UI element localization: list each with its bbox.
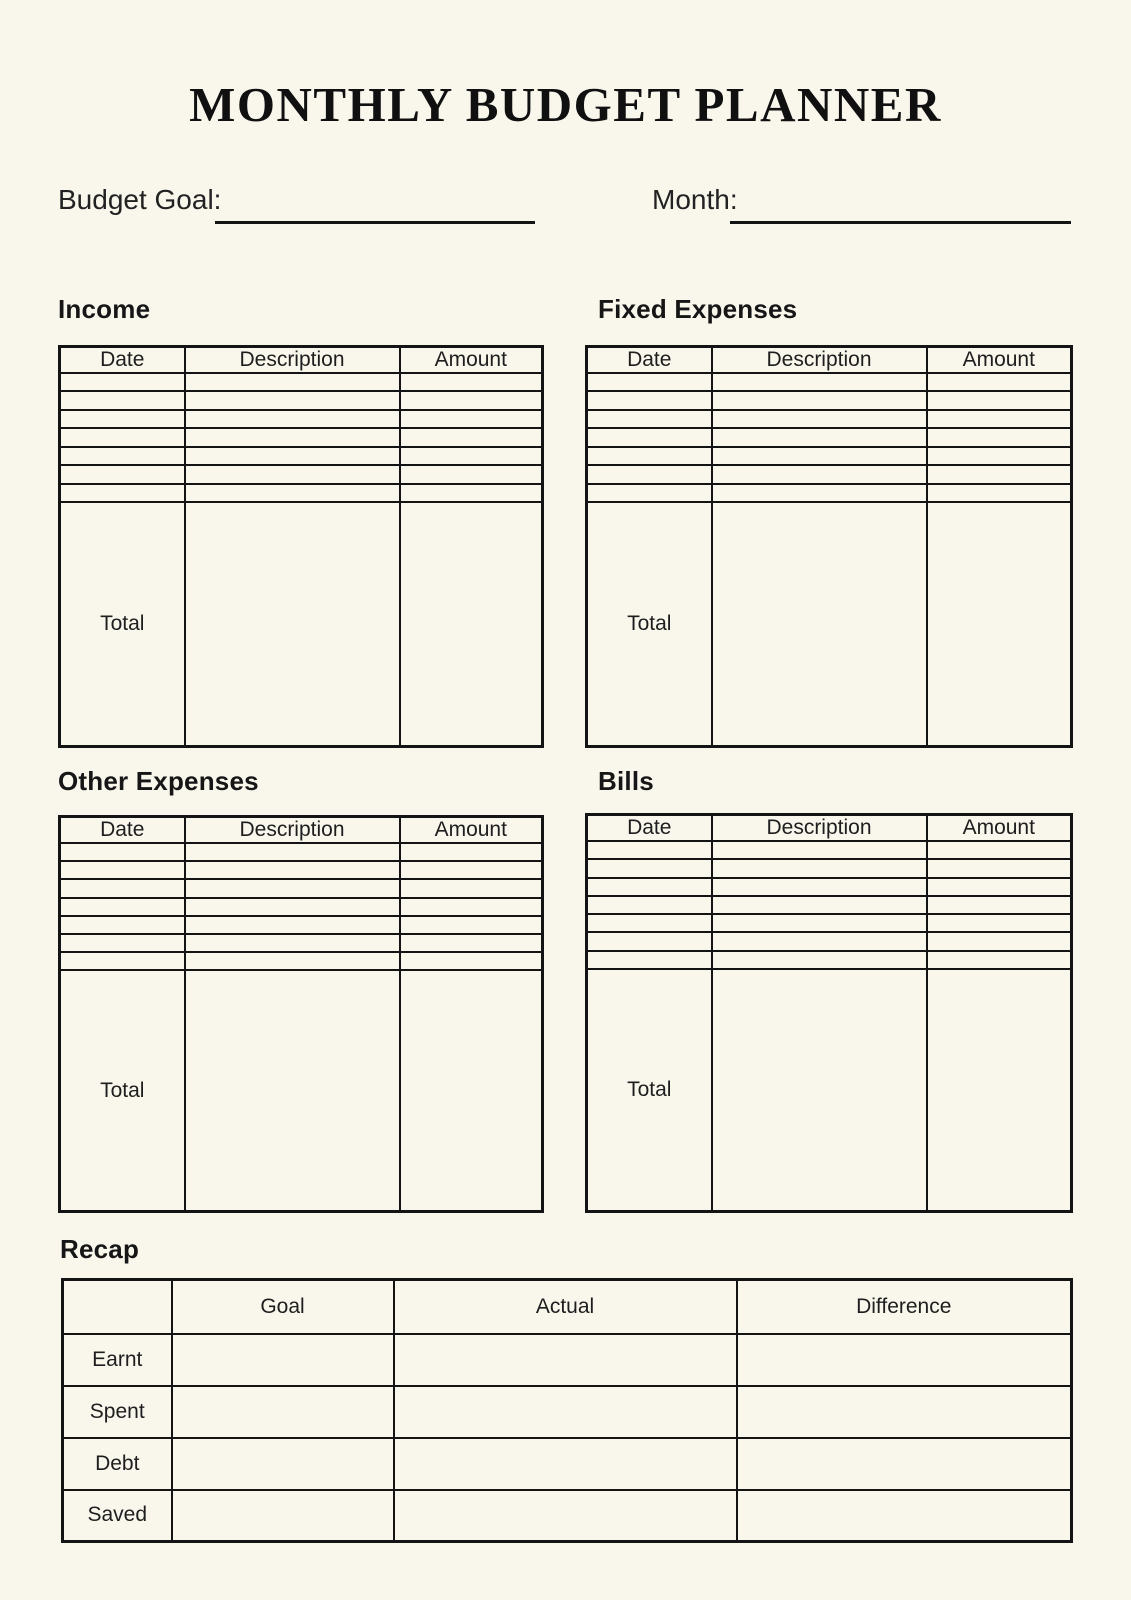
blank-cell[interactable] <box>927 391 1072 409</box>
recap-row-label: Debt <box>63 1438 172 1490</box>
blank-cell[interactable] <box>927 914 1072 932</box>
blank-cell[interactable] <box>712 932 927 950</box>
blank-cell[interactable] <box>927 373 1072 391</box>
blank-cell[interactable] <box>400 484 543 502</box>
section-title-fixed-expenses: Fixed Expenses <box>598 294 798 324</box>
blank-cell[interactable] <box>927 932 1072 950</box>
blank-cell[interactable] <box>927 841 1072 859</box>
blank-cell[interactable] <box>400 970 543 1211</box>
column-header-description: Description <box>185 347 400 374</box>
table-header-row <box>587 815 1072 842</box>
column-header-description: Description <box>185 817 400 844</box>
recap-row-label: Saved <box>63 1490 172 1542</box>
blank-cell[interactable] <box>185 879 400 897</box>
blank-cell[interactable] <box>587 914 712 932</box>
blank-cell[interactable] <box>185 916 400 934</box>
blank-cell[interactable] <box>172 1386 394 1438</box>
blank-cell[interactable] <box>185 843 400 861</box>
blank-cell[interactable] <box>60 861 185 879</box>
blank-cell[interactable] <box>400 879 543 897</box>
total-row <box>60 970 543 1211</box>
blank-cell[interactable] <box>60 373 185 391</box>
blank-cell[interactable] <box>712 841 927 859</box>
blank-cell[interactable] <box>172 1334 394 1386</box>
table-header-row <box>60 347 543 374</box>
blank-cell[interactable] <box>712 447 927 465</box>
table-row <box>60 916 543 934</box>
blank-cell[interactable] <box>927 484 1072 502</box>
recap-row-label: Earnt <box>63 1334 172 1386</box>
table-row <box>587 428 1072 446</box>
page-title: MONTHLY BUDGET PLANNER <box>189 77 942 132</box>
table-row <box>587 914 1072 932</box>
blank-cell[interactable] <box>712 502 927 746</box>
income-table <box>58 345 544 748</box>
recap-row-spent <box>63 1386 1072 1438</box>
recap-column-difference: Difference <box>737 1280 1072 1334</box>
column-header-amount: Amount <box>927 815 1072 842</box>
blank-cell[interactable] <box>60 879 185 897</box>
total-row <box>60 502 543 746</box>
blank-cell[interactable] <box>587 932 712 950</box>
table-row <box>60 373 543 391</box>
blank-cell[interactable] <box>927 878 1072 896</box>
table-row <box>60 447 543 465</box>
section-title-recap: Recap <box>60 1234 140 1264</box>
blank-cell[interactable] <box>927 859 1072 877</box>
total-row <box>587 502 1072 746</box>
blank-cell[interactable] <box>927 410 1072 428</box>
blank-cell[interactable] <box>587 410 712 428</box>
table-row <box>60 934 543 952</box>
table-row <box>587 465 1072 483</box>
blank-cell[interactable] <box>712 969 927 1211</box>
blank-cell[interactable] <box>185 898 400 916</box>
table-row <box>60 428 543 446</box>
blank-cell[interactable] <box>60 391 185 409</box>
blank-cell[interactable] <box>400 502 543 746</box>
blank-cell[interactable] <box>737 1438 1072 1490</box>
table-row <box>587 447 1072 465</box>
column-header-date: Date <box>587 815 712 842</box>
table-row <box>587 878 1072 896</box>
blank-cell[interactable] <box>400 843 543 861</box>
section-title-bills: Bills <box>598 766 654 796</box>
recap-header-row <box>63 1280 1072 1334</box>
blank-cell[interactable] <box>587 373 712 391</box>
blank-cell[interactable] <box>60 484 185 502</box>
column-header-description: Description <box>712 815 927 842</box>
column-header-amount: Amount <box>400 347 543 374</box>
blank-cell[interactable] <box>712 896 927 914</box>
column-header-description: Description <box>712 347 927 374</box>
blank-cell[interactable] <box>712 391 927 409</box>
blank-cell[interactable] <box>400 391 543 409</box>
blank-cell[interactable] <box>712 428 927 446</box>
table-row <box>587 841 1072 859</box>
blank-cell[interactable] <box>400 861 543 879</box>
blank-cell[interactable] <box>185 861 400 879</box>
blank-cell[interactable] <box>185 970 400 1211</box>
table-row <box>60 391 543 409</box>
table-row <box>587 896 1072 914</box>
blank-cell[interactable] <box>712 859 927 877</box>
column-header-amount: Amount <box>927 347 1072 374</box>
table-row <box>587 391 1072 409</box>
bills-table <box>585 813 1073 1213</box>
blank-cell[interactable] <box>927 428 1072 446</box>
total-row <box>587 969 1072 1211</box>
blank-cell[interactable] <box>712 410 927 428</box>
month-label: Month: <box>652 184 738 215</box>
total-label: Total <box>60 970 185 1211</box>
blank-cell[interactable] <box>394 1334 737 1386</box>
table-row <box>60 898 543 916</box>
blank-cell[interactable] <box>185 373 400 391</box>
column-header-amount: Amount <box>400 817 543 844</box>
blank-cell[interactable] <box>400 898 543 916</box>
blank-cell[interactable] <box>712 878 927 896</box>
fixed-expenses-table <box>585 345 1073 748</box>
blank-cell[interactable] <box>400 465 543 483</box>
blank-cell[interactable] <box>185 410 400 428</box>
blank-cell[interactable] <box>587 447 712 465</box>
blank-cell[interactable] <box>394 1438 737 1490</box>
blank-cell[interactable] <box>400 373 543 391</box>
blank-cell[interactable] <box>185 484 400 502</box>
budget-goal-label: Budget Goal: <box>58 184 222 215</box>
blank-cell[interactable] <box>927 969 1072 1211</box>
blank-cell[interactable] <box>587 878 712 896</box>
blank-cell[interactable] <box>587 841 712 859</box>
table-row <box>60 410 543 428</box>
column-header-date: Date <box>587 347 712 374</box>
blank-cell[interactable] <box>587 428 712 446</box>
blank-cell[interactable] <box>60 447 185 465</box>
table-row <box>587 373 1072 391</box>
other-expenses-table <box>58 815 544 1213</box>
table-row <box>587 484 1072 502</box>
blank-cell[interactable] <box>927 896 1072 914</box>
blank-cell[interactable] <box>927 951 1072 969</box>
table-row <box>587 410 1072 428</box>
blank-cell[interactable] <box>712 484 927 502</box>
total-label: Total <box>587 502 712 746</box>
blank-cell[interactable] <box>927 502 1072 746</box>
blank-cell[interactable] <box>172 1490 394 1542</box>
blank-cell[interactable] <box>737 1386 1072 1438</box>
blank-cell[interactable] <box>60 952 185 970</box>
blank-cell[interactable] <box>394 1490 737 1542</box>
blank-cell[interactable] <box>400 447 543 465</box>
blank-cell[interactable] <box>394 1386 737 1438</box>
blank-cell[interactable] <box>587 859 712 877</box>
recap-row-saved <box>63 1490 1072 1542</box>
blank-cell[interactable] <box>712 373 927 391</box>
table-row <box>60 843 543 861</box>
blank-cell[interactable] <box>587 896 712 914</box>
blank-cell[interactable] <box>60 465 185 483</box>
blank-cell[interactable] <box>927 447 1072 465</box>
recap-row-earnt <box>63 1334 1072 1386</box>
column-header-date: Date <box>60 817 185 844</box>
month-line[interactable] <box>730 221 1071 224</box>
blank-cell[interactable] <box>587 391 712 409</box>
table-row <box>587 932 1072 950</box>
blank-cell[interactable] <box>185 502 400 746</box>
table-row <box>60 952 543 970</box>
recap-row-debt <box>63 1438 1072 1490</box>
blank-cell[interactable] <box>587 465 712 483</box>
table-row <box>60 484 543 502</box>
blank-cell[interactable] <box>400 934 543 952</box>
table-header-row <box>587 347 1072 374</box>
blank-cell[interactable] <box>60 843 185 861</box>
blank-cell[interactable] <box>587 484 712 502</box>
blank-cell[interactable] <box>172 1438 394 1490</box>
blank-cell[interactable] <box>60 916 185 934</box>
blank-cell[interactable] <box>737 1490 1072 1542</box>
blank-cell[interactable] <box>400 410 543 428</box>
blank-cell[interactable] <box>712 951 927 969</box>
budget-goal-line[interactable] <box>215 221 535 224</box>
total-label: Total <box>587 969 712 1211</box>
table-row <box>587 951 1072 969</box>
table-row <box>60 879 543 897</box>
blank-cell[interactable] <box>712 914 927 932</box>
blank-cell[interactable] <box>400 916 543 934</box>
table-header-row <box>60 817 543 844</box>
blank-cell[interactable] <box>60 428 185 446</box>
section-title-income: Income <box>58 294 151 324</box>
table-row <box>60 861 543 879</box>
blank-cell[interactable] <box>185 465 400 483</box>
recap-column-goal: Goal <box>172 1280 394 1334</box>
blank-cell[interactable] <box>185 447 400 465</box>
recap-column-actual: Actual <box>394 1280 737 1334</box>
blank-cell[interactable] <box>185 952 400 970</box>
table-row <box>60 465 543 483</box>
blank-cell[interactable] <box>60 898 185 916</box>
blank-cell[interactable] <box>60 410 185 428</box>
blank-cell[interactable] <box>185 428 400 446</box>
blank-cell[interactable] <box>737 1334 1072 1386</box>
recap-row-label: Spent <box>63 1386 172 1438</box>
blank-cell[interactable] <box>185 391 400 409</box>
recap-table <box>61 1278 1073 1543</box>
blank-cell[interactable] <box>712 465 927 483</box>
blank-cell[interactable] <box>185 934 400 952</box>
table-row <box>587 859 1072 877</box>
blank-cell[interactable] <box>587 951 712 969</box>
blank-cell[interactable] <box>60 934 185 952</box>
column-header-date: Date <box>60 347 185 374</box>
blank-cell[interactable] <box>400 428 543 446</box>
total-label: Total <box>60 502 185 746</box>
recap-corner-cell <box>63 1280 172 1334</box>
blank-cell[interactable] <box>927 465 1072 483</box>
section-title-other-expenses: Other Expenses <box>58 766 259 796</box>
blank-cell[interactable] <box>400 952 543 970</box>
